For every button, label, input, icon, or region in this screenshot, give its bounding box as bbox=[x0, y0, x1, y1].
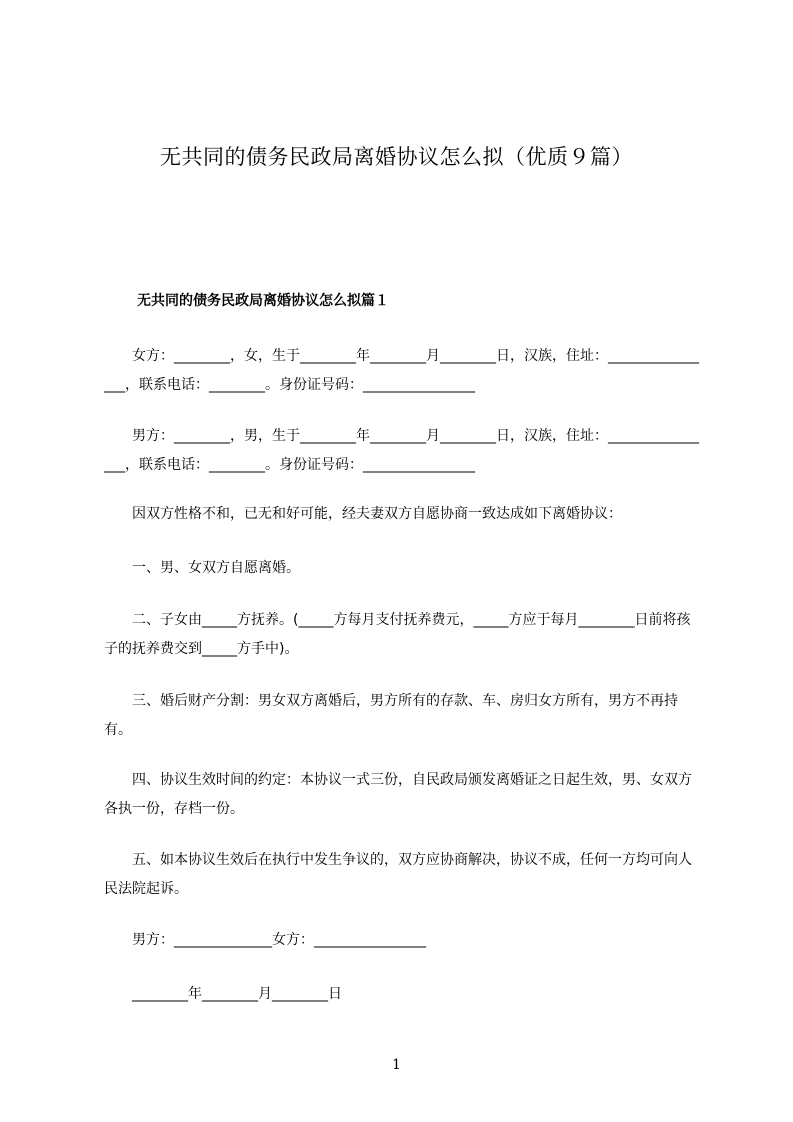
clause-1-divorce: 一、男、女双方自愿离婚。 bbox=[104, 560, 300, 576]
signature-line: 男方：______________女方：________________ bbox=[104, 932, 426, 948]
date-line: ________年________月________日 bbox=[104, 986, 342, 1002]
document-title: 无共同的债务民政局离婚协议怎么拟（优质９篇） bbox=[160, 145, 633, 169]
clause-4-effective-date: 四、协议生效时间的约定：本协议一式三份，自民政局颁发离婚证之日起生效，男、女双方各执一份，存档一份。 bbox=[104, 772, 692, 817]
agreement-preamble: 因双方性格不和，已无和好可能，经夫妻双方自愿协商一致达成如下离婚协议： bbox=[104, 506, 622, 522]
clause-3-property: 三、婚后财产分割：男女双方离婚后，男方所有的存款、车、房归女方所有，男方不再持有。 bbox=[104, 693, 678, 738]
male-party-info: 男方：________，男，生于________年________月________日，汉族，住址：________________，联系电话：________。身份证号码：________________ bbox=[104, 428, 699, 473]
clause-5-dispute: 五、如本协议生效后在执行中发生争议的，双方应协商解决，协议不成，任何一方均可向人民法院起诉。 bbox=[104, 852, 692, 897]
female-party-info: 女方：________，女，生于________年________月________日，汉族，住址：________________，联系电话：________。身份证号码：________________ bbox=[104, 348, 699, 393]
section-heading: 无共同的债务民政局离婚协议怎么拟篇１ bbox=[137, 293, 389, 309]
page-number: 1 bbox=[392, 1057, 401, 1073]
clause-2-child-custody: 二、子女由_____方抚养。(_____方每月支付抚养费元，_____方应于每月________日前将孩子的抚养费交到_____方手中)。 bbox=[104, 612, 691, 657]
